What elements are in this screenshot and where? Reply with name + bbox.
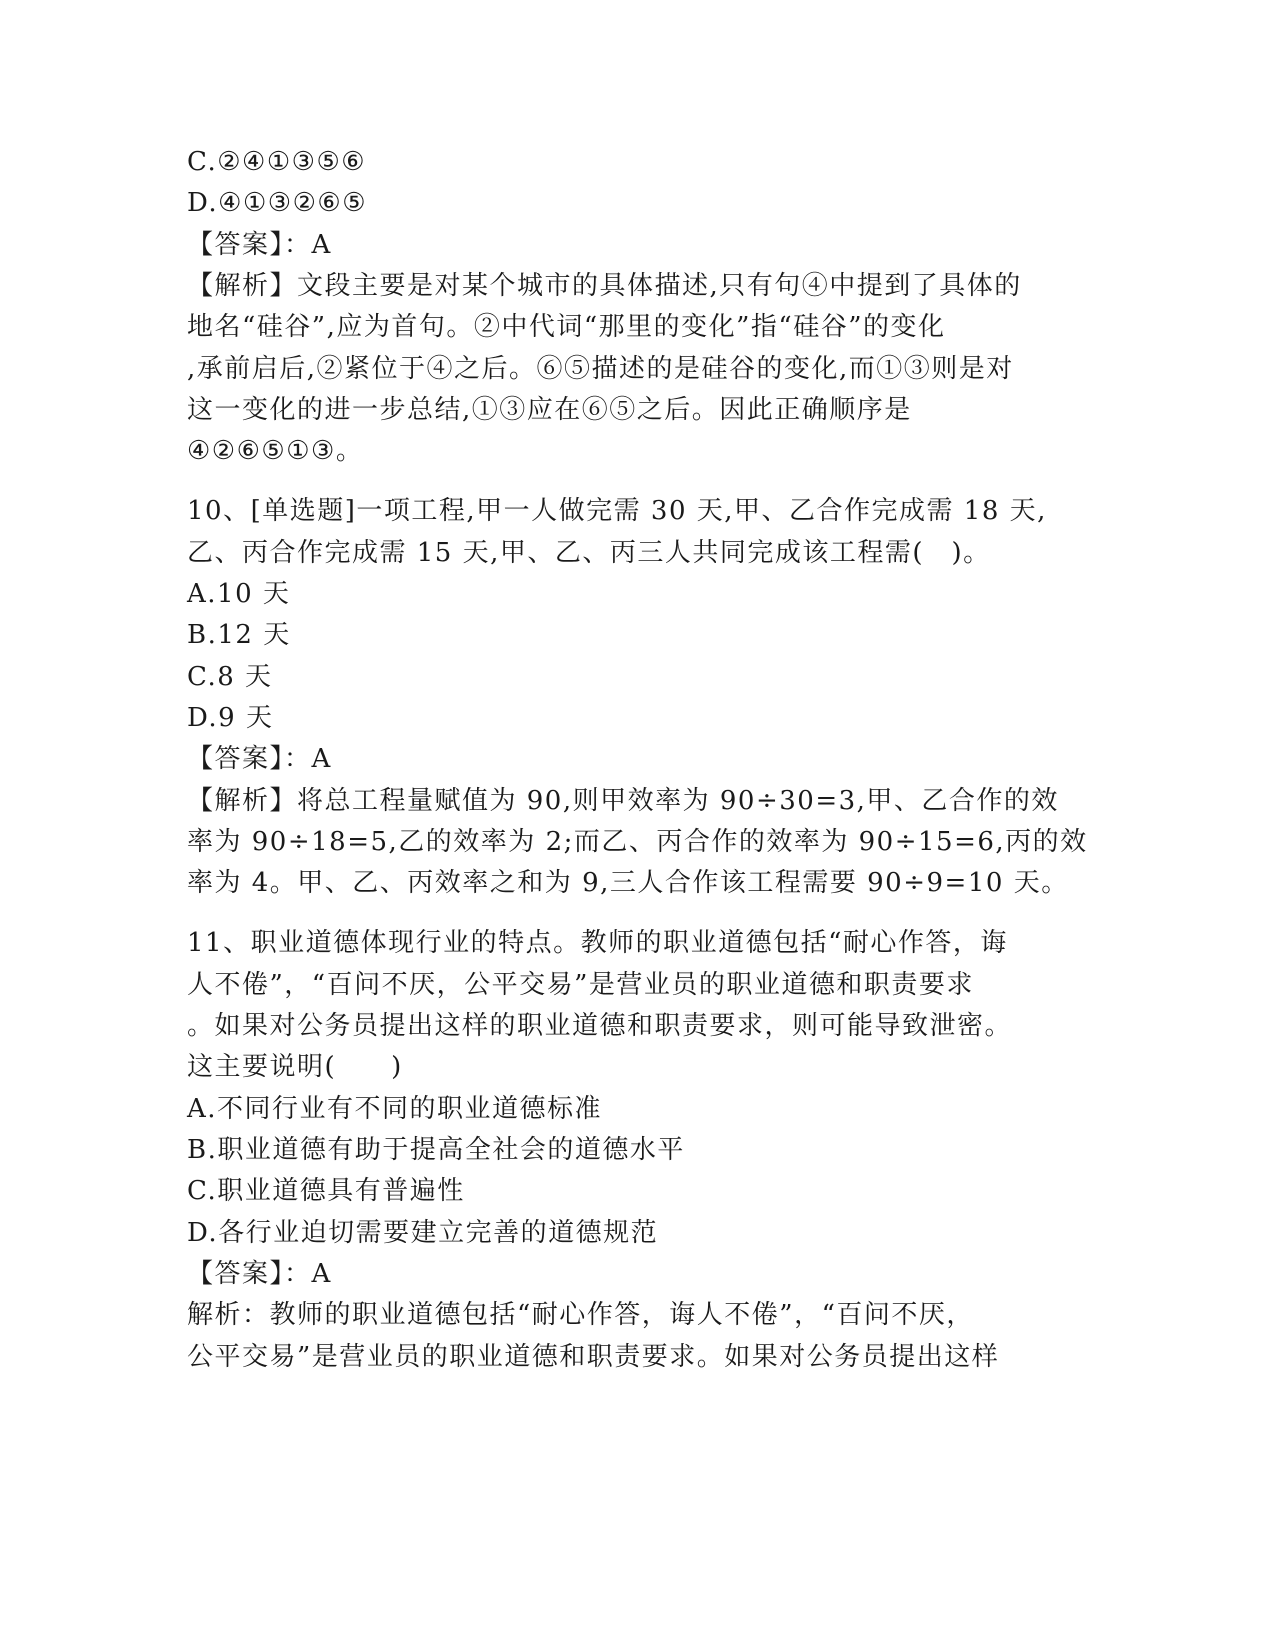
answer-line: 【答案】：A [187, 744, 332, 774]
answer-line: 【答案】：A [187, 230, 332, 260]
analysis-line: 公平交易”是营业员的职业道德和职责要求。如果对公务员提出这样 [187, 1342, 1000, 1372]
option-d: D.④①③②⑥⑤ [187, 188, 368, 218]
analysis-line: 这一变化的进一步总结,①③应在⑥⑤之后。因此正确顺序是 [187, 395, 912, 425]
analysis-line: 率为 4。甲、乙、丙效率之和为 9,三人合作该工程需要 90÷9=10 天。 [187, 868, 1069, 898]
analysis-line: 解析：教师的职业道德包括“耐心作答，诲人不倦”，“百问不厌， [187, 1300, 974, 1330]
question-stem: 10、[单选题]一项工程,甲一人做完需 30 天,甲、乙合作完成需 18 天, [187, 496, 1047, 526]
question-stem: 。如果对公务员提出这样的职业道德和职责要求，则可能导致泄密。 [187, 1011, 1013, 1041]
option-a: A.不同行业有不同的职业道德标准 [187, 1094, 603, 1124]
option-c: C.8 天 [187, 662, 273, 692]
analysis-line: 【解析】将总工程量赋值为 90,则甲效率为 90÷30=3,甲、乙合作的效 [187, 786, 1059, 816]
option-d: D.各行业迫切需要建立完善的道德规范 [187, 1218, 659, 1248]
option-a: A.10 天 [187, 579, 291, 609]
analysis-line: 【解析】文段主要是对某个城市的具体描述,只有句④中提到了具体的 [187, 271, 1022, 301]
analysis-line: 地名“硅谷”,应为首句。②中代词“那里的变化”指“硅谷”的变化 [187, 312, 946, 342]
analysis-line: ,承前启后,②紧位于④之后。⑥⑤描述的是硅谷的变化,而①③则是对 [187, 354, 1014, 384]
option-b: B.职业道德有助于提高全社会的道德水平 [187, 1135, 685, 1165]
analysis-line: ④②⑥⑤①③。 [187, 436, 364, 466]
option-c: C.②④①③⑤⑥ [187, 147, 367, 177]
option-c: C.职业道德具有普遍性 [187, 1176, 465, 1206]
option-b: B.12 天 [187, 620, 291, 650]
question-stem: 11、职业道德体现行业的特点。教师的职业道德包括“耐心作答，诲 [187, 928, 1008, 958]
question-stem: 乙、丙合作完成需 15 天,甲、乙、丙三人共同完成该工程需( )。 [187, 538, 991, 568]
question-stem: 这主要说明( ) [187, 1052, 403, 1082]
analysis-line: 率为 90÷18=5,乙的效率为 2;而乙、丙合作的效率为 90÷15=6,丙的效 [187, 827, 1088, 857]
question-stem: 人不倦”，“百问不厌，公平交易”是营业员的职业道德和职责要求 [187, 970, 974, 1000]
answer-line: 【答案】：A [187, 1259, 332, 1289]
option-d: D.9 天 [187, 703, 274, 733]
